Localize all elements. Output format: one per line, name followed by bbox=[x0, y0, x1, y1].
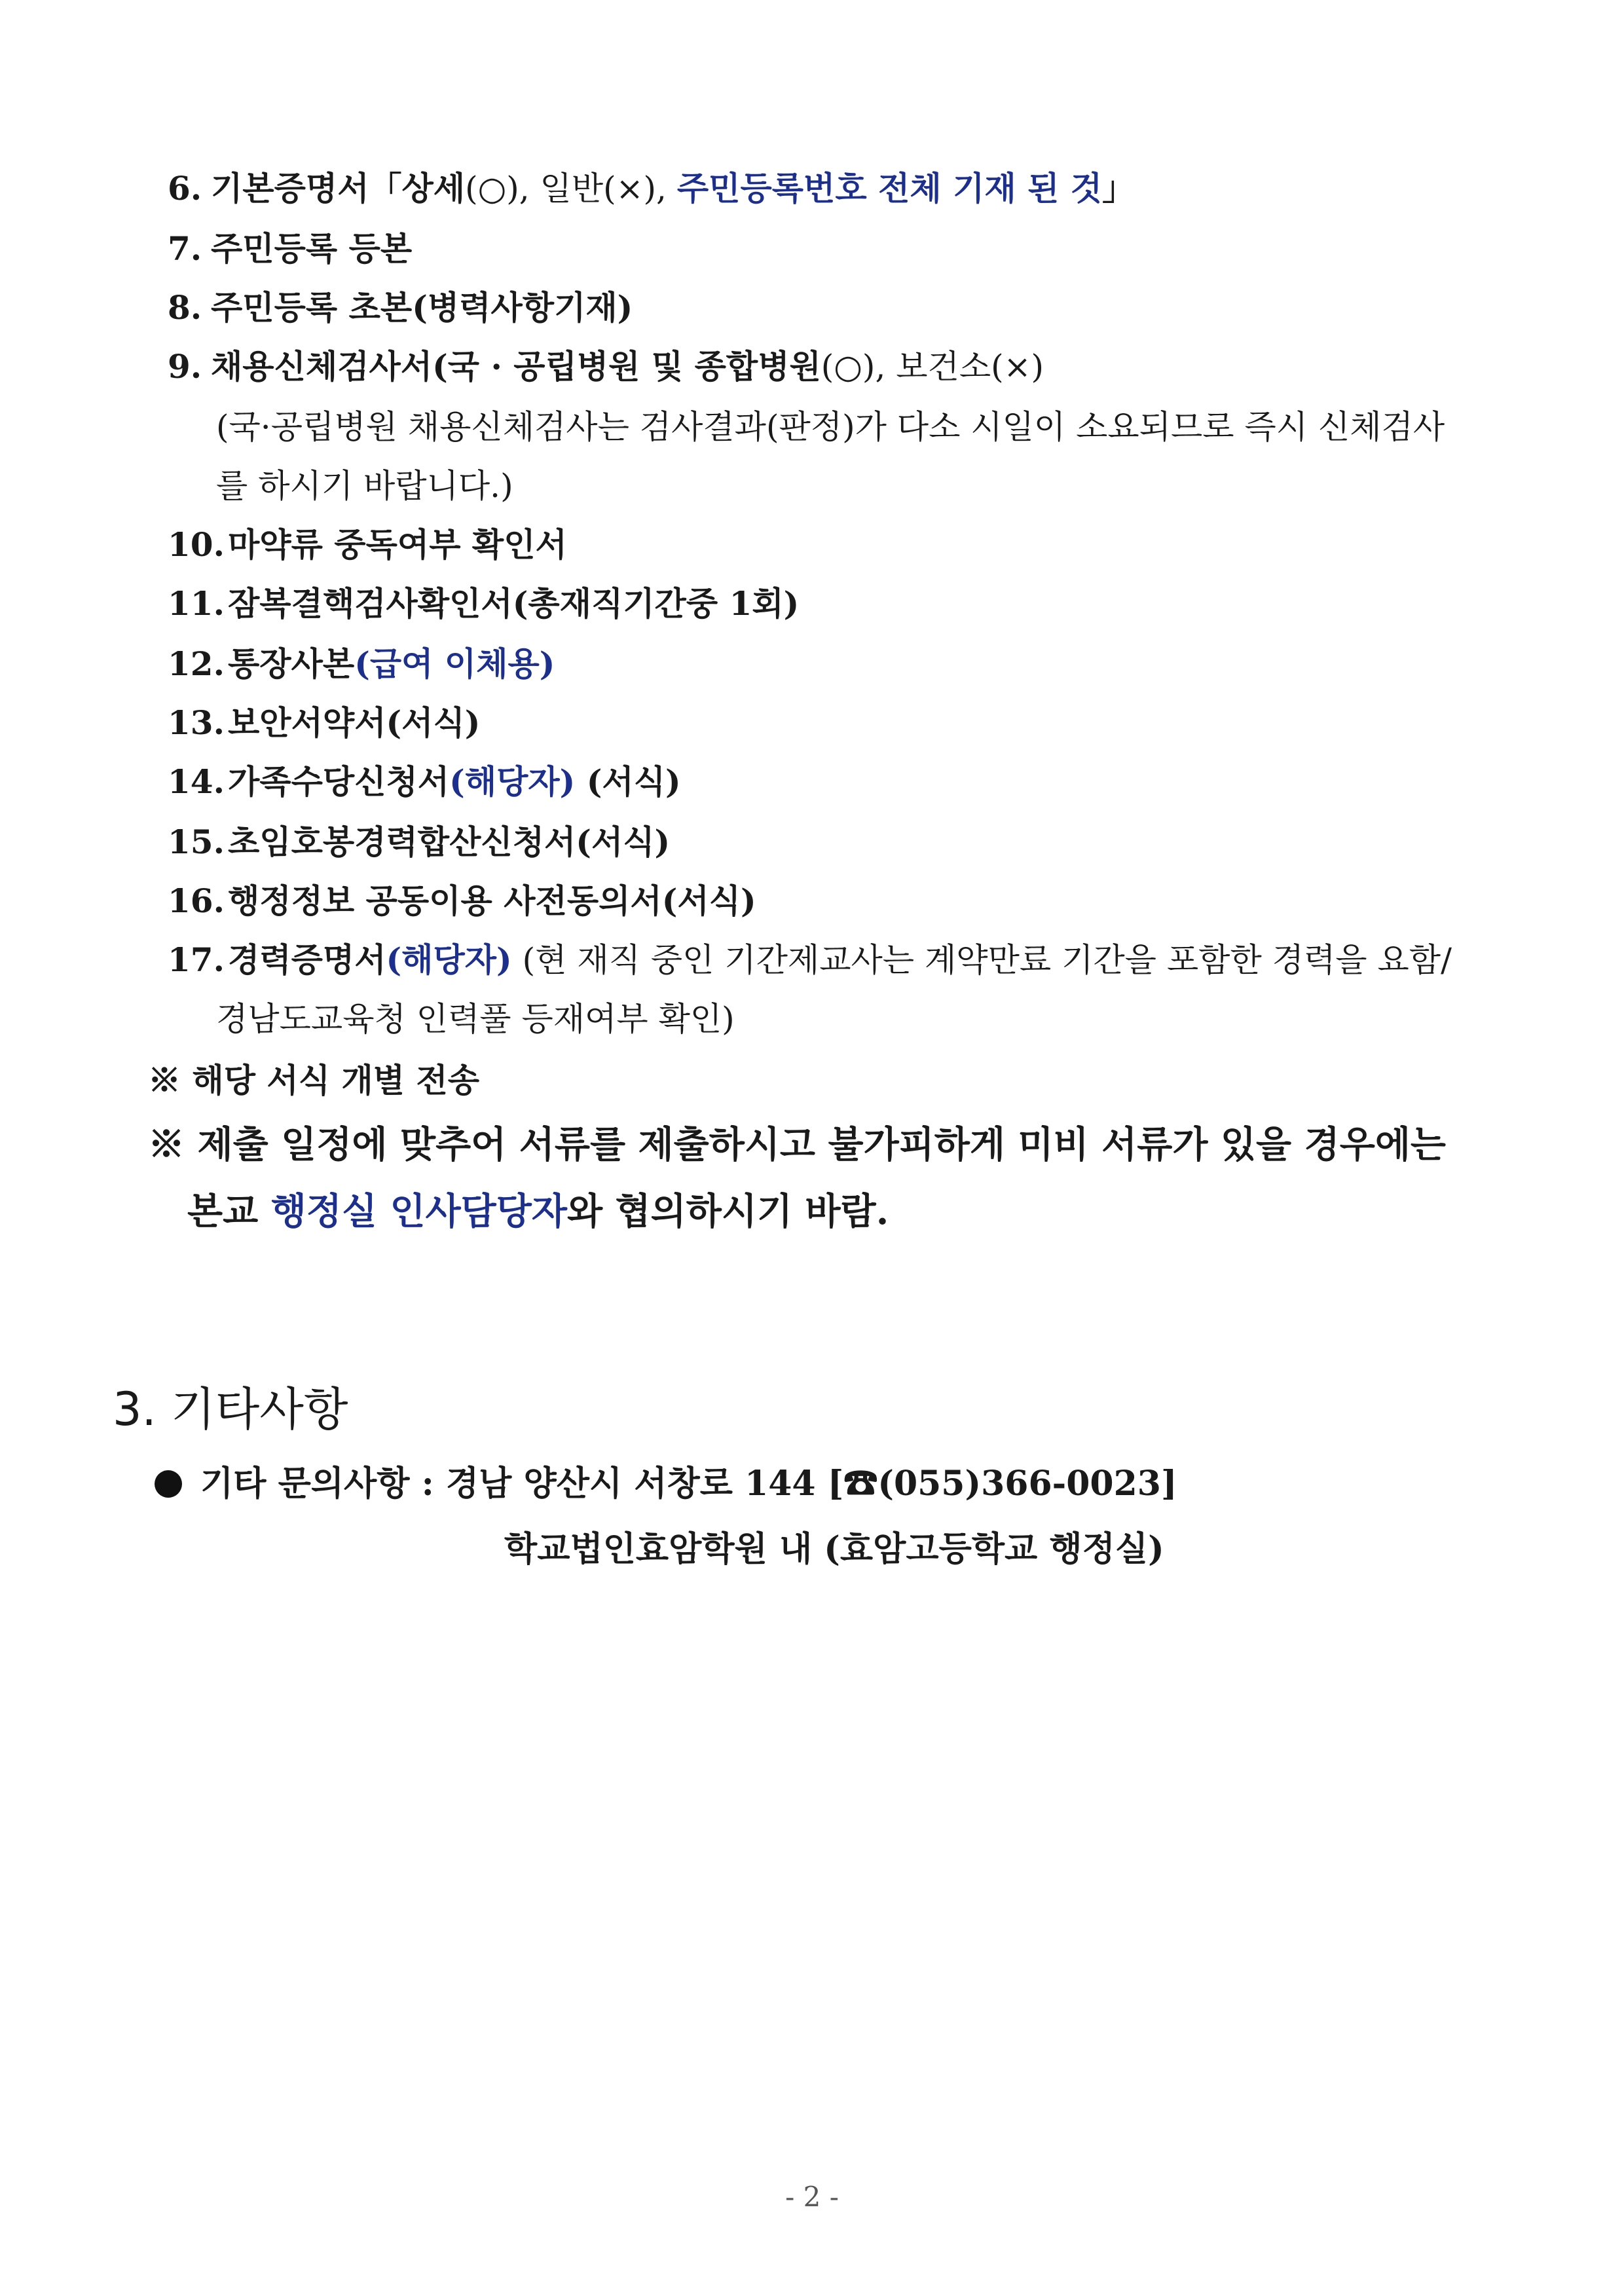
note-submission-schedule-line2 bbox=[187, 1192, 889, 1231]
emphasized-text: (해당자) bbox=[449, 762, 576, 801]
list-item bbox=[168, 347, 1044, 386]
bullet-icon bbox=[155, 1470, 182, 1498]
list-item-number: 7. bbox=[168, 229, 202, 268]
list-item-number: 8. bbox=[168, 288, 202, 327]
list-item-text: 가족수당신청서 bbox=[228, 762, 450, 801]
list-item bbox=[168, 644, 555, 684]
section-heading bbox=[113, 1382, 348, 1437]
contact-line bbox=[155, 1464, 1177, 1504]
list-item-text: 경력증명서 bbox=[228, 940, 386, 979]
contact-organization-line bbox=[504, 1530, 1164, 1569]
list-item-text: 초임호봉경력합산신청서(서식) bbox=[228, 823, 671, 861]
page-number-text: - 2 - bbox=[785, 2181, 839, 2213]
contact-label: 기타 문의사항 : 경남 양산시 서창로 144 [ bbox=[200, 1464, 844, 1504]
list-item-text: 채용신체검사서(국 · 공립병원 및 종합병원 bbox=[211, 347, 821, 386]
emphasized-text: 주민등록번호 전체 기재 된 것 bbox=[676, 169, 1103, 208]
contact-phone: (055)366-0023] bbox=[877, 1464, 1177, 1504]
list-item-text: 경남도교육청 인력풀 등재여부 확인) bbox=[216, 1000, 735, 1038]
admin-office-contact-person: 행정실 인사담당자 bbox=[270, 1190, 567, 1233]
emphasized-text: (급여 이체용) bbox=[354, 644, 555, 683]
list-item bbox=[168, 940, 1452, 980]
list-item-number: 9. bbox=[168, 347, 202, 386]
list-item-number: 6. bbox=[168, 169, 202, 208]
list-item-text: 기본증명서「상세 bbox=[211, 169, 466, 208]
list-item-number: 15. bbox=[168, 823, 225, 861]
list-item bbox=[168, 881, 756, 921]
page-number bbox=[0, 2181, 1624, 2213]
note-text: 와 협의하시기 바람. bbox=[566, 1190, 889, 1233]
list-item-number: 10. bbox=[168, 525, 225, 564]
section-title: 3. 기타사항 bbox=[113, 1382, 348, 1436]
emphasized-text: (해당자) bbox=[386, 940, 512, 979]
list-item-number: 17. bbox=[168, 940, 225, 979]
list-item bbox=[168, 288, 633, 327]
note-text: ※ 제출 일정에 맞추어 서류를 제출하시고 불가피하게 미비 서류가 있을 경우에는 bbox=[148, 1123, 1447, 1166]
list-item bbox=[168, 823, 670, 862]
list-item-text: 」 bbox=[1102, 169, 1135, 208]
list-item-text: 행정정보 공동이용 사전동의서(서식) bbox=[228, 881, 756, 920]
contact-organization: 학교법인효암학원 내 (효암고등학교 행정실) bbox=[504, 1529, 1164, 1569]
list-item-number: 16. bbox=[168, 881, 225, 920]
list-item-continuation bbox=[216, 999, 735, 1039]
list-item-continuation bbox=[216, 466, 513, 506]
list-item bbox=[168, 762, 681, 802]
note-forms-sent-separately bbox=[148, 1061, 479, 1100]
list-item-text: 보건소(×) bbox=[896, 348, 1044, 386]
list-item-number: 14. bbox=[168, 762, 225, 801]
list-item bbox=[168, 229, 412, 268]
phone-icon: ☎ bbox=[843, 1464, 878, 1504]
list-item-text: 를 하시기 바랍니다.) bbox=[216, 467, 513, 505]
list-item-number: 11. bbox=[168, 584, 225, 623]
list-item-text: (○), 일반(×), bbox=[465, 170, 677, 208]
list-item-text: 보안서약서(서식) bbox=[228, 703, 481, 742]
list-item-number: 12. bbox=[168, 644, 225, 683]
note-submission-schedule-line1 bbox=[148, 1125, 1446, 1164]
list-item-number: 13. bbox=[168, 703, 225, 742]
list-item-text: (서식) bbox=[575, 762, 681, 801]
list-item-text: 주민등록 등본 bbox=[211, 229, 413, 268]
list-item-continuation bbox=[216, 407, 1445, 447]
note-text: 본교 bbox=[187, 1190, 271, 1233]
list-item-text: 주민등록 초본(병력사항기재) bbox=[211, 288, 633, 327]
list-item-text: (국·공립병원 채용신체검사는 검사결과(판정)가 다소 시일이 소요되므로 즉시 신체검사 bbox=[216, 408, 1445, 446]
list-item-text: (현 재직 중인 기간제교사는 계약만료 기간을 포함한 경력을 요함/ bbox=[511, 941, 1452, 979]
note-text: ※ 해당 서식 개별 전송 bbox=[148, 1061, 480, 1100]
list-item bbox=[168, 525, 567, 565]
list-item bbox=[168, 169, 1135, 208]
list-item-text: 마약류 중독여부 확인서 bbox=[228, 525, 567, 564]
list-item bbox=[168, 584, 799, 623]
list-item-text: 잠복결핵검사확인서(총재직기간중 1회) bbox=[228, 584, 800, 623]
list-item bbox=[168, 703, 480, 743]
list-item-text: (○), bbox=[821, 348, 896, 386]
list-item-text: 통장사본 bbox=[228, 644, 355, 683]
